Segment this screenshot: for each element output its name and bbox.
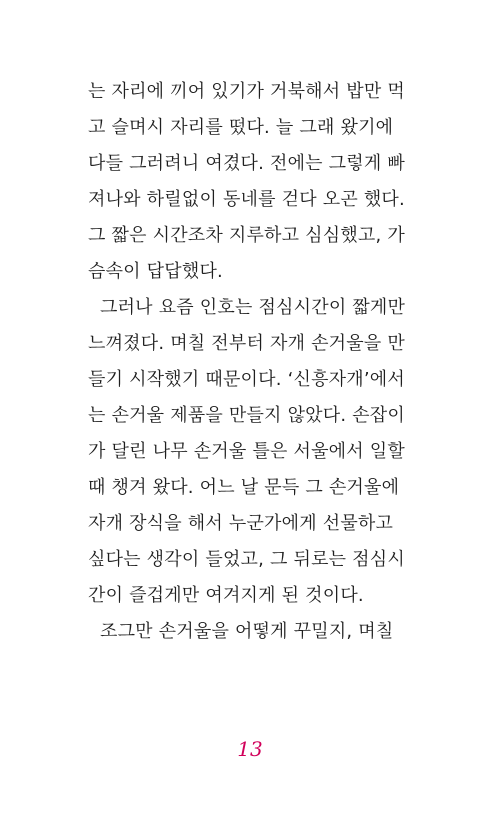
text-line: 들기 시작했기 때문이다. ‘신흥자개’에서 <box>88 369 405 390</box>
page-number: 13 <box>237 737 263 761</box>
text-line: 가 달린 나무 손거울 틀은 서울에서 일할 <box>88 441 405 462</box>
text-line: 싶다는 생각이 들었고, 그 뒤로는 점심시 <box>88 549 405 570</box>
text-line: 다들 그러려니 여겼다. 전에는 그렇게 빠 <box>88 153 405 174</box>
text-line: 때 챙겨 왔다. 어느 날 문득 그 손거울에 <box>88 477 400 498</box>
text-line: 느껴졌다. 며칠 전부터 자개 손거울을 만 <box>88 333 405 354</box>
text-line: 는 자리에 끼어 있기가 거북해서 밥만 먹 <box>88 81 405 102</box>
text-line: 그 짧은 시간조차 지루하고 심심했고, 가 <box>88 225 405 246</box>
paragraph-start-line: 조그만 손거울을 어떻게 꾸밀지, 며칠 <box>100 621 394 642</box>
text-line: 간이 즐겁게만 여겨지게 된 것이다. <box>88 585 364 606</box>
text-line: 자개 장식을 해서 누군가에게 선물하고 <box>88 513 394 534</box>
text-line: 는 손거울 제품을 만들지 않았다. 손잡이 <box>88 405 405 426</box>
paragraph-start-line: 그러나 요즘 인호는 점심시간이 짧게만 <box>100 297 406 318</box>
text-line: 져나와 하릴없이 동네를 걷다 오곤 했다. <box>88 189 405 210</box>
text-line: 슴속이 답답했다. <box>88 261 223 282</box>
body-text <box>88 74 414 650</box>
text-line: 고 슬며시 자리를 떴다. 늘 그래 왔기에 <box>88 117 394 138</box>
